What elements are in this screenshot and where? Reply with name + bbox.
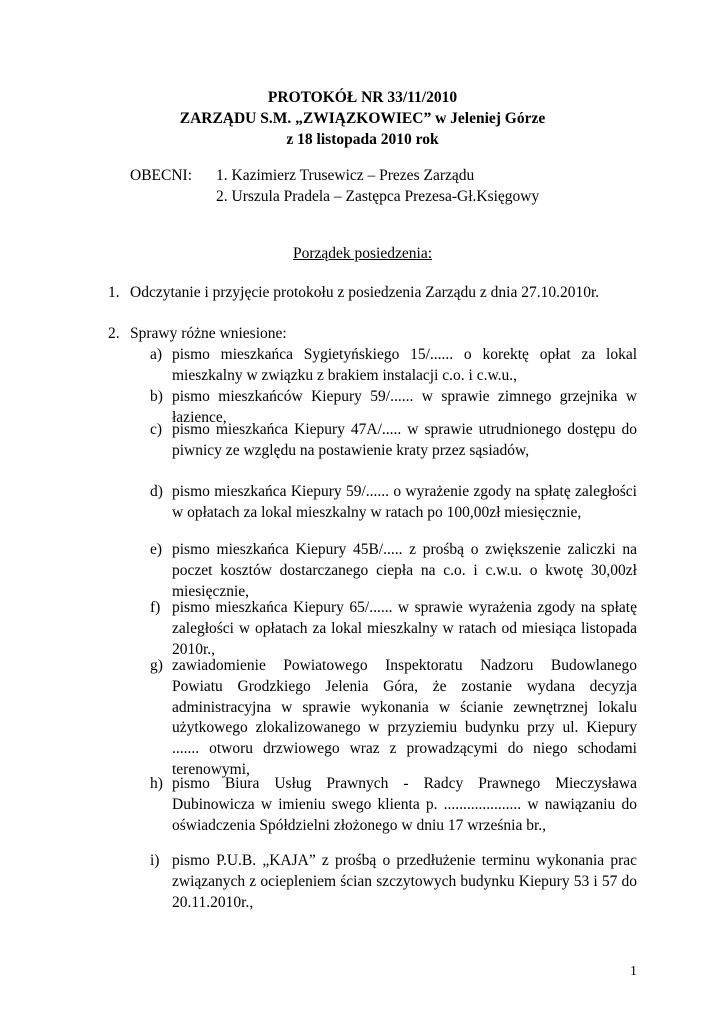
agenda-item-text: Odczytanie i przyjęcie protokołu z posiedzenia Zarządu z dnia 27.10.2010r.	[130, 284, 600, 301]
subitem-letter: d)	[150, 483, 163, 500]
subitem-text: pismo mieszkańca Kiepury 59/...... o wyrażenie zgody na spłatę zaległości w opłatach za lokal mieszkalny w ratach po 100,00zł miesięcznie,	[172, 483, 637, 521]
attendees-label: OBECNI:	[130, 167, 192, 184]
subitem-letter: e)	[150, 541, 163, 558]
subitem-letter: f)	[150, 599, 161, 616]
subitem-letter: b)	[150, 388, 163, 405]
subitem-text: pismo mieszkańca Sygietyńskiego 15/...... o korektę opłat za lokal mieszkalny w związku z brakiem instalacji c.o. i c.w.u.,	[172, 346, 637, 384]
subitem-text: pismo mieszkańca Kiepury 65/...... w sprawie wyrażenia zgody na spłatę zaległości w opłatach za lokal mieszkalny w ratach od miesiąca listopada 2010r.,	[172, 599, 637, 658]
subitem-text: pismo mieszkańca Kiepury 45B/..... z prośbą o zwiększenie zaliczki na poczet kosztów dostarczanego ciepła na c.o. i c.w.u. o kwotę 30,00zł miesięcznie,	[172, 541, 637, 600]
subitem-letter: i)	[150, 852, 160, 869]
agenda-item-text: Sprawy różne wniesione:	[130, 325, 287, 342]
subitem-letter: g)	[150, 657, 163, 674]
subitem-text: zawiadomienie Powiatowego Inspektoratu Nadzoru Budowlanego Powiatu Grodzkiego Jelenia Góra, że zostanie wydana decyzja administracyjna w sprawie wykonania w ścianie zewnętrznej lokalu użytkowego zlokalizowanego w przyziemiu budynku przy ul. Kiepury ....... otworu drzwiowego wraz z prowadzącymi do niego schodami terenowymi,	[172, 657, 637, 778]
attendee-2: 2. Urszula Pradela – Zastępca Prezesa-Gł.Księgowy	[216, 188, 540, 205]
subitem-text: pismo Biura Usług Prawnych - Radcy Prawnego Mieczysława Dubinowicza w imieniu swego klienta p. .................... w nawiązaniu do oświadczenia Spółdzielni złożonego w dniu 17 września br.,	[172, 775, 637, 834]
page-number: 1	[630, 964, 637, 979]
subitem-text: pismo mieszkańców Kiepury 59/...... w sprawie zimnego grzejnika w łazience,	[172, 388, 637, 426]
agenda-item-number: 2.	[108, 325, 120, 342]
subitem-text: pismo mieszkańca Kiepury 47A/..... w sprawie utrudnionego dostępu do piwnicy ze względu na postawienie kraty przez sąsiadów,	[172, 421, 637, 459]
subitem-letter: a)	[150, 346, 163, 363]
protocol-date: z 18 listopada 2010 rok	[286, 131, 439, 148]
subitem-letter: h)	[150, 775, 163, 792]
agenda-heading: Porządek posiedzenia:	[292, 245, 432, 262]
attendee-1: 1. Kazimierz Trusewicz – Prezes Zarządu	[216, 167, 475, 184]
subitem-text: pismo P.U.B. „KAJA” z prośbą o przedłużenie terminu wykonania prac związanych z ociepleniem ścian szczytowych budynku Kiepury 53 i 57 do 20.11.2010r.,	[172, 852, 637, 911]
board-name: ZARZĄDU S.M. „ZWIĄZKOWIEC” w Jeleniej Górze	[179, 110, 546, 127]
agenda-item-number: 1.	[108, 284, 120, 301]
protocol-title: PROTOKÓŁ NR 33/11/2010	[267, 89, 458, 106]
subitem-letter: c)	[150, 421, 163, 438]
